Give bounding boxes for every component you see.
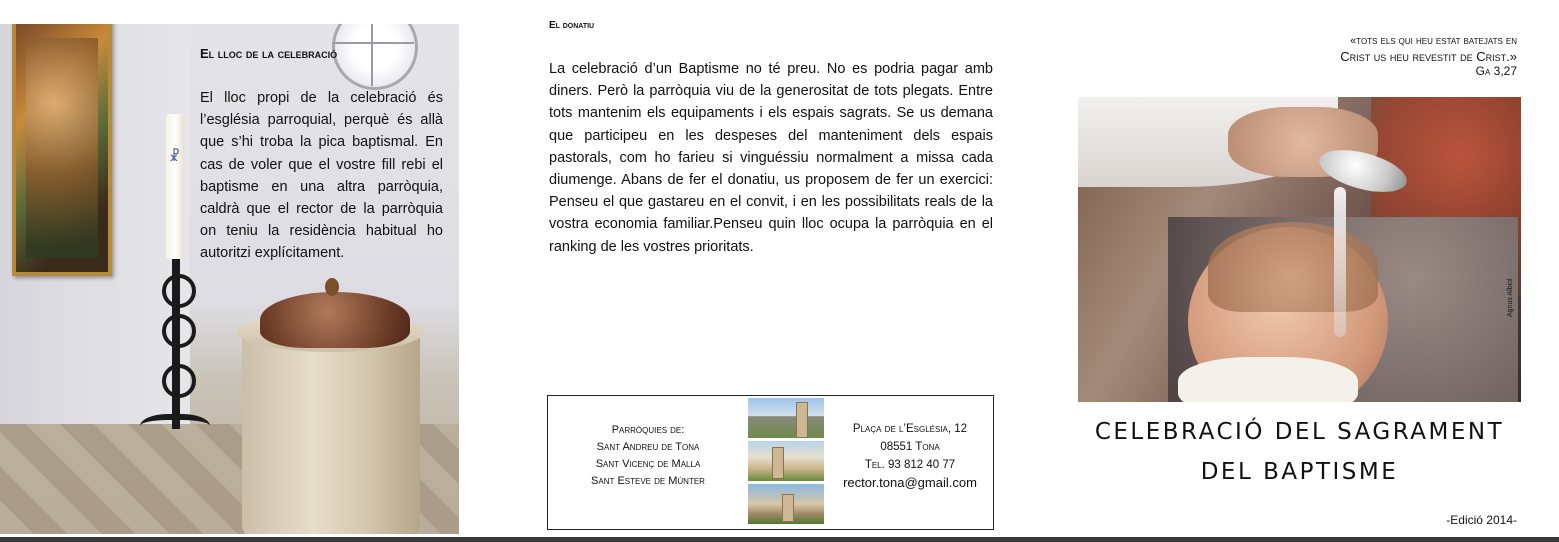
- city-line: 08551 Tona: [880, 441, 940, 453]
- church-thumbnails: [748, 398, 824, 527]
- quote-reference: Ga 3,27: [1475, 64, 1517, 78]
- copper-lid: [260, 292, 410, 348]
- painting-image: [12, 24, 112, 276]
- church-photo-munter: [748, 484, 824, 524]
- quote-line-1: «tots els qui heu estat batejats en: [1350, 35, 1517, 47]
- water-stream: [1334, 187, 1346, 337]
- bible-quote: [1250, 34, 1517, 79]
- edition-label: -Edició 2014-: [1446, 513, 1517, 527]
- parishes-heading: Parròquies de:: [611, 424, 685, 436]
- parish-item: Sant Andreu de Tona: [596, 441, 700, 453]
- baptism-photo: [1078, 97, 1521, 402]
- contact-address: [830, 420, 990, 492]
- parish-item: Sant Vicenç de Malla: [595, 458, 701, 470]
- section-title-place: El lloc de la celebració: [200, 46, 338, 61]
- phone-line: Tel. 93 812 40 77: [864, 459, 956, 471]
- church-photo-tona: [748, 398, 824, 438]
- parish-item: Sant Esteve de Múnter: [591, 475, 705, 487]
- title-line-1: CELEBRACIÓ DEL SAGRAMENT: [1094, 419, 1505, 445]
- stone-font: [242, 324, 420, 534]
- contact-box: [547, 395, 994, 530]
- address-line: Plaça de l’Església, 12: [852, 423, 968, 435]
- parishes-list: [548, 422, 748, 490]
- document-title: [1078, 412, 1521, 492]
- quote-line-2: Crist us heu revestit de Crist.»: [1340, 49, 1517, 64]
- photo-credit: Agnus Albiol: [1507, 278, 1514, 317]
- bottom-border: [0, 537, 1559, 542]
- section-text-donation: La celebració d’un Baptisme no té preu. No es podria pagar amb diners. Però la parròquia viu de la generositat de tots plegats. Entre tots mantenim els equipaments i els espais sagrats. Se us demana que participeu en les despeses del manteniment dels espais pastorals, com ho farieu si vinguéssiu normalment a missa cada diumenge. Abans de fer el donatiu, us proposem de fer un exercici: Penseu el que gastareu en el convit, i en les possibilitats reals de la vostra economia familiar.Penseu quin lloc ocupa la parròquia en el ranking de les vostres prioritats.: [549, 61, 993, 255]
- church-photo-malla: [748, 441, 824, 481]
- section-text-place: El lloc propi de la celebració és l’església parroquial, perquè és allà que s’hi troba la pica baptismal. En cas de voler que el vostre fill rebi el baptisme en una altra parròquia, caldrà que el rector de la parròquia on teniu la residència habitual ho autoritzi explícitament.: [200, 90, 443, 262]
- chi-rho-icon: ☧: [169, 148, 180, 164]
- title-line-2: DEL BAPTISME: [1200, 459, 1399, 485]
- email-link[interactable]: rector.tona@gmail.com: [843, 475, 977, 490]
- paschal-candle: [166, 114, 184, 259]
- section-title-donation: El donatiu: [549, 20, 595, 31]
